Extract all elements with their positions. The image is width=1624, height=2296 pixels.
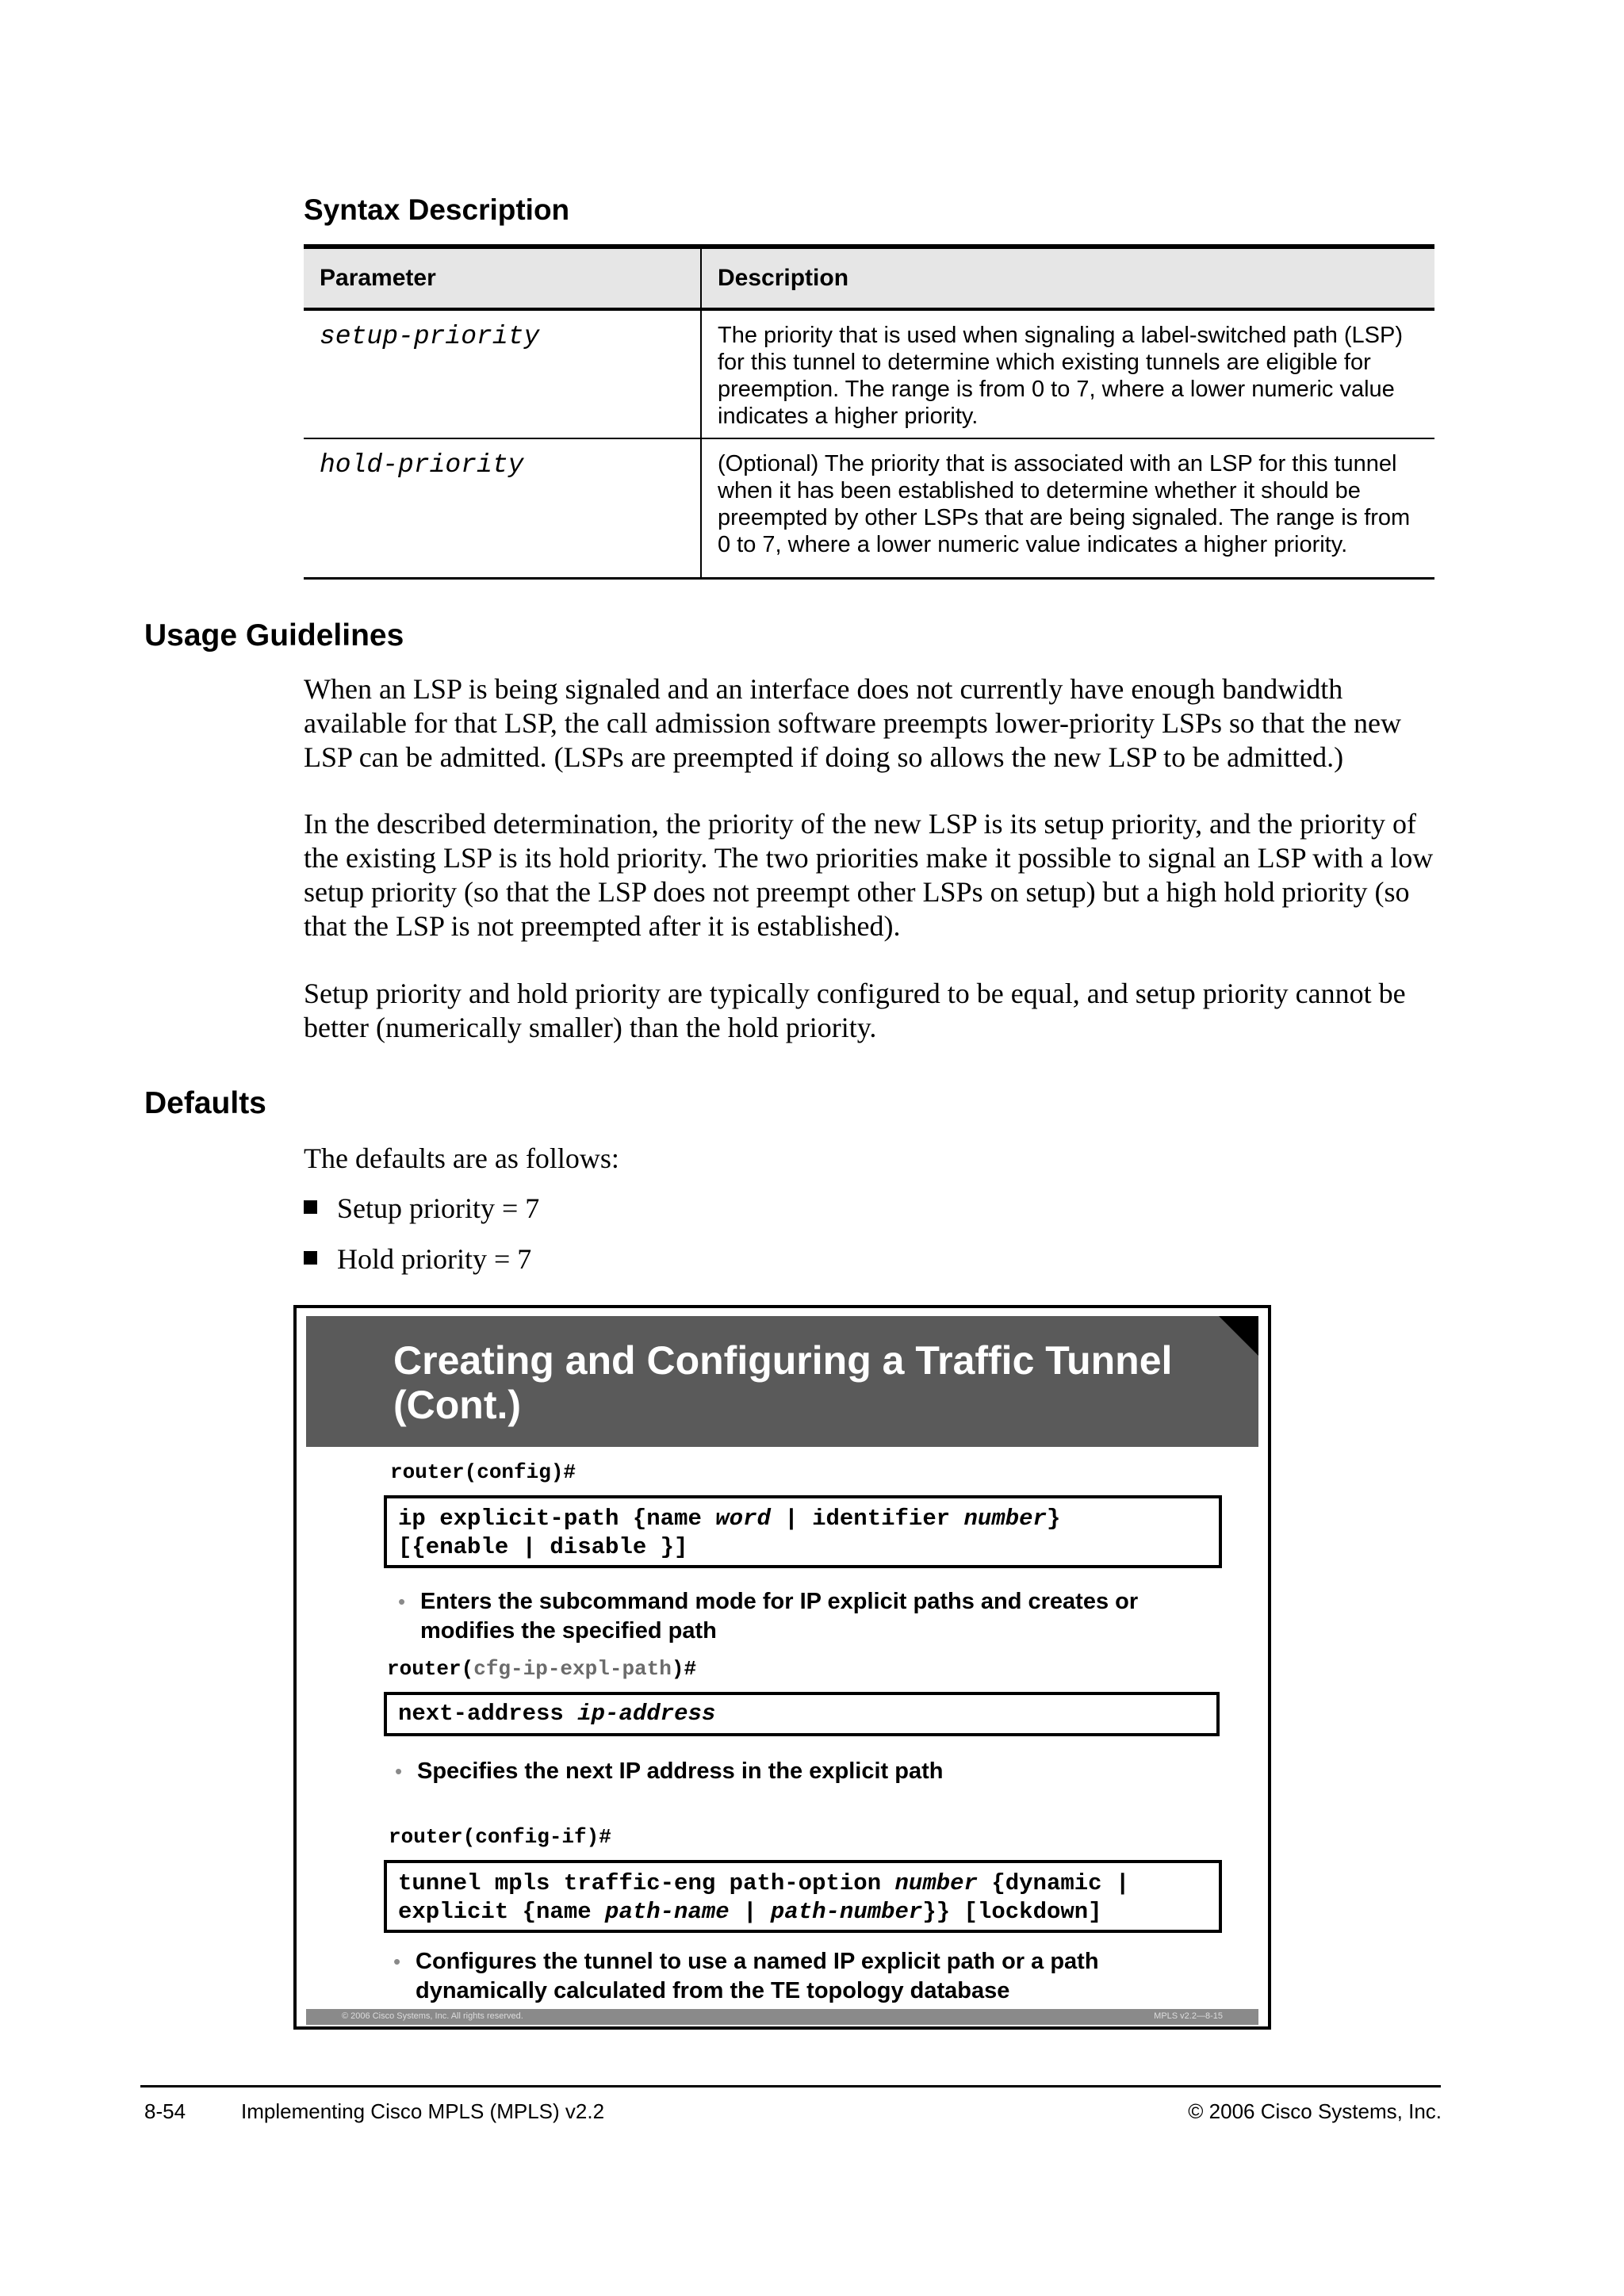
bullet-dot-icon: • [393, 1950, 401, 1973]
command-syntax-box: tunnel mpls traffic-eng path-option number {dynamic | explicit {name path-name | path-number}} [lockdown] [384, 1860, 1222, 1933]
footer-copyright: © 2006 Cisco Systems, Inc. [1188, 2099, 1442, 2123]
table-cell-parameter [304, 438, 701, 579]
list-item [304, 1192, 539, 1226]
slide-figure [293, 1305, 1271, 2030]
usage-paragraph: When an LSP is being signaled and an interface does not currently have enough bandwidth available for that LSP, the call admission software preempts lower-priority LSPs so that the new LSP can be admitted. (LSPs are preempted if doing so allows the new LSP to be admitted.) [304, 673, 1401, 773]
document-title: Implementing Cisco MPLS (MPLS) v2.2 [241, 2099, 605, 2123]
defaults-intro: The defaults are as follows: [304, 1142, 619, 1174]
table-cell-parameter [304, 309, 701, 438]
slide-bullet: • Specifies the next IP address in the explicit path [417, 1757, 1194, 1786]
slide-bullet: • Configures the tunnel to use a named IP explicit path or a path dynamically calculated from the TE topology database [393, 1949, 1099, 2003]
bullet-dot-icon: • [395, 1759, 403, 1783]
bullet-dot-icon: • [398, 1590, 406, 1613]
column-header-description: Description [701, 247, 1434, 309]
cli-prompt: router(config)# [390, 1460, 576, 1484]
table-cell-description: (Optional) The priority that is associated with an LSP for this tunnel when it has been established to determine whether it should be preempted by other LSPs that are being signaled. The range is from 0 to 7, where a lower numeric value indicates a higher priority. [701, 438, 1434, 579]
list-item [304, 1242, 531, 1276]
parameter-name: setup-priority [320, 322, 540, 351]
page-number: 8-54 [144, 2099, 186, 2123]
syntax-table [304, 244, 1434, 580]
slide-title: Creating and Configuring a Traffic Tunnel (Cont.) [393, 1338, 1173, 1427]
column-header-parameter: Parameter [304, 247, 701, 309]
table-header-row [304, 247, 1434, 309]
slide-code: MPLS v2.2—8-15 [1154, 2011, 1223, 2021]
cli-prompt: router(config-if)# [389, 1825, 611, 1849]
defaults-heading: Defaults [144, 1086, 266, 1120]
footer-divider [140, 2085, 1441, 2087]
command-syntax-box: ip explicit-path {name word | identifier number} [{enable | disable }] [384, 1495, 1222, 1568]
list-item-text: Hold priority = 7 [337, 1243, 532, 1275]
slide-bullet: • Enters the subcommand mode for IP explicit paths and creates or modifies the specified path [398, 1589, 1139, 1644]
slide-footer-bar [306, 2009, 1258, 2025]
usage-paragraph: Setup priority and hold priority are typically configured to be equal, and setup priority cannot be better (numerically smaller) than the hold priority. [304, 978, 1406, 1043]
command-syntax-box: next-address ip-address [384, 1692, 1220, 1736]
table-cell-description: The priority that is used when signaling a label-switched path (LSP) for this tunnel to determine which existing tunnels are eligible for preemption. The range is from 0 to 7, where a lower numeric value indicates a higher priority. [701, 309, 1434, 438]
cli-prompt: router(cfg-ip-expl-path)# [387, 1657, 697, 1681]
usage-guidelines-heading: Usage Guidelines [144, 618, 404, 652]
slide-title-bar [306, 1316, 1258, 1447]
syntax-description-heading: Syntax Description [304, 193, 570, 226]
square-bullet-icon [304, 1251, 317, 1265]
square-bullet-icon [304, 1200, 317, 1214]
usage-paragraph: In the described determination, the priority of the new LSP is its setup priority, and the priority of the existing LSP is its hold priority. The two priorities make it possible to signal an LSP with a low setup priority (so that the LSP does not preempt other LSPs on setup) but a high hold priority (so that the LSP is not preempted after it is established). [304, 808, 1434, 942]
parameter-name: hold-priority [320, 450, 524, 480]
list-item-text: Setup priority = 7 [337, 1192, 540, 1224]
table-row [304, 438, 1434, 579]
slide-copyright: © 2006 Cisco Systems, Inc. All rights reserved. [342, 2011, 523, 2021]
table-row [304, 309, 1434, 438]
